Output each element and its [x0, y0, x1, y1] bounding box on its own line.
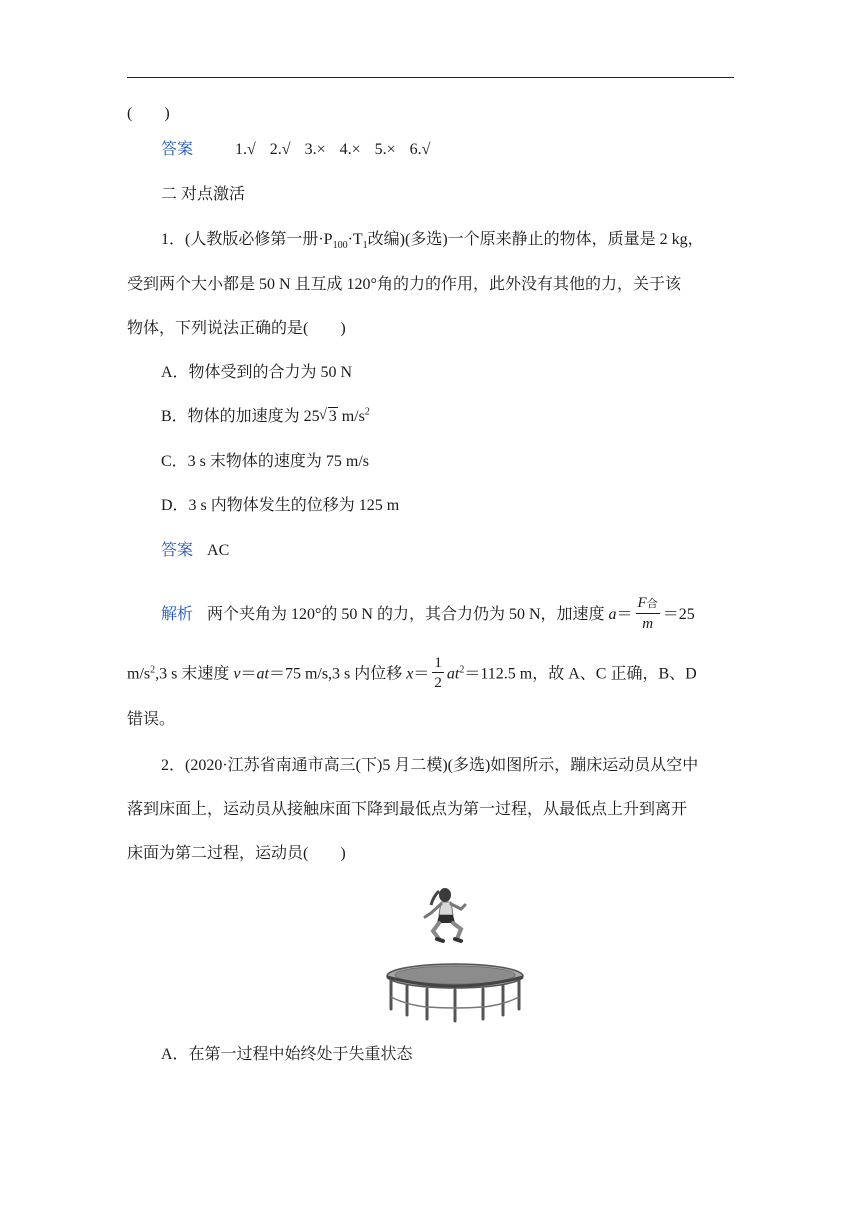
var-at: at	[256, 665, 269, 683]
q2-stem-line-3	[127, 843, 346, 865]
var-a: a	[608, 606, 617, 624]
q1-analysis-text: 错误。	[127, 711, 176, 728]
q1-option-d-text: D．3 s 内物体发生的位移为 125 m	[161, 497, 400, 514]
q1-stem-text: 改编)(多选)一个原来静止的物体，质量是 2 kg，	[367, 231, 704, 248]
answer-item: 1.√	[235, 141, 256, 158]
q1-analysis-text: ＝25	[662, 606, 695, 624]
var-f: F	[637, 595, 647, 611]
var-m: m	[642, 616, 654, 632]
trampoline-figure	[381, 883, 529, 1023]
q1-option-b-exponent: 2	[364, 406, 370, 418]
q1-analysis-text: m/s	[127, 665, 151, 683]
q1-answer-label: 答案	[161, 542, 194, 559]
fraction-f-over-m	[636, 595, 660, 632]
q2-stem-line-2	[127, 799, 687, 821]
q1-stem-line-2	[127, 274, 681, 296]
answer-item: 6.√	[409, 141, 431, 158]
trampoline-illustration	[387, 964, 523, 1021]
q2-stem-text: 落到床面上，运动员从接触床面下降到最低点为第一过程，从最低点上升到离开	[127, 801, 688, 818]
var-at: at	[446, 665, 460, 683]
q1-option-a-text: A．物体受到的合力为 50 N	[161, 364, 353, 381]
section-title	[161, 184, 245, 206]
q1-analysis-line-3	[127, 709, 175, 731]
q1-analysis-text: ,3 s 末速度	[155, 665, 234, 683]
var-v: v	[233, 665, 241, 683]
q1-option-c-text: C．3 s 末物体的速度为 75 m/s	[161, 453, 370, 470]
frac-denominator: 2	[434, 675, 442, 691]
previous-answer-line	[161, 139, 430, 161]
frac-numerator: 1	[434, 655, 442, 671]
fraction-one-half	[432, 655, 444, 691]
answer-paren	[127, 103, 170, 125]
q2-option-a	[161, 1044, 413, 1066]
q1-analysis-text: ＝	[413, 665, 430, 683]
answer-item: 2.√	[269, 141, 291, 158]
q1-analysis-text: ＝	[616, 606, 633, 624]
q1-option-d	[161, 495, 399, 517]
q1-option-b-unit: m/s	[337, 408, 365, 425]
q1-option-b-text: B．物体的加速度为 25	[161, 408, 320, 425]
q1-answer-value: AC	[207, 542, 230, 559]
sqrt-symbol	[320, 406, 338, 428]
q1-option-a	[161, 362, 352, 384]
q1-stem-text: 1．(人教版必修第一册·P	[161, 231, 333, 248]
q1-analysis-text: 两个夹角为 120°的 50 N 的力，其合力仍为 50 N，加速度	[207, 606, 609, 624]
section-title-text: 二 对点激活	[161, 186, 246, 203]
q1-analysis-text: ＝75 m/s,3 s 内位移	[268, 665, 407, 683]
jumper-illustration	[425, 888, 465, 941]
sqrt-radicand: 3	[328, 408, 337, 425]
q1-analysis-text: ＝112.5 m，故 A、C 正确，B、D	[464, 665, 697, 683]
exponent: 2	[150, 664, 156, 676]
subscript-he: 合	[646, 598, 658, 610]
q1-stem-text: 受到两个大小都是 50 N 且互成 120°角的力的作用，此外没有其他的力，关于该	[127, 276, 681, 293]
q1-stem-text: ·T	[347, 231, 363, 248]
q1-stem-text: 物体，下列说法正确的是( )	[127, 320, 346, 337]
answer-item: 4.×	[339, 141, 361, 158]
q1-option-c	[161, 451, 369, 473]
q2-stem-text: 床面为第二过程，运动员( )	[127, 845, 346, 862]
q1-option-b	[161, 406, 370, 428]
var-x: x	[406, 665, 414, 683]
answer-item: 5.×	[374, 141, 396, 158]
q1-task-sub: 1	[362, 240, 368, 252]
q1-stem-line-3	[127, 318, 346, 340]
q1-analysis-text: ＝	[240, 665, 257, 683]
q2-stem-text: 2．(2020·江苏省南通市高三(下)5 月二模)(多选)如图所示，蹦床运动员从空中	[161, 757, 699, 774]
answer-item: 3.×	[304, 141, 326, 158]
q1-page-sub: 100	[332, 240, 348, 252]
exponent: 2	[459, 664, 465, 676]
q2-stem-line-1	[161, 755, 698, 777]
q1-analysis-line-2	[127, 657, 697, 693]
q1-answer-line	[161, 540, 229, 562]
q1-stem-line-1	[161, 229, 704, 251]
answer-label: 答案	[161, 141, 194, 158]
q2-option-a-text: A．在第一过程中始终处于失重状态	[161, 1046, 413, 1063]
q1-analysis-line-1	[161, 597, 695, 634]
q1-analysis-label: 解析	[161, 606, 194, 624]
paren-text: ( )	[127, 105, 170, 122]
header-rule	[127, 77, 734, 78]
